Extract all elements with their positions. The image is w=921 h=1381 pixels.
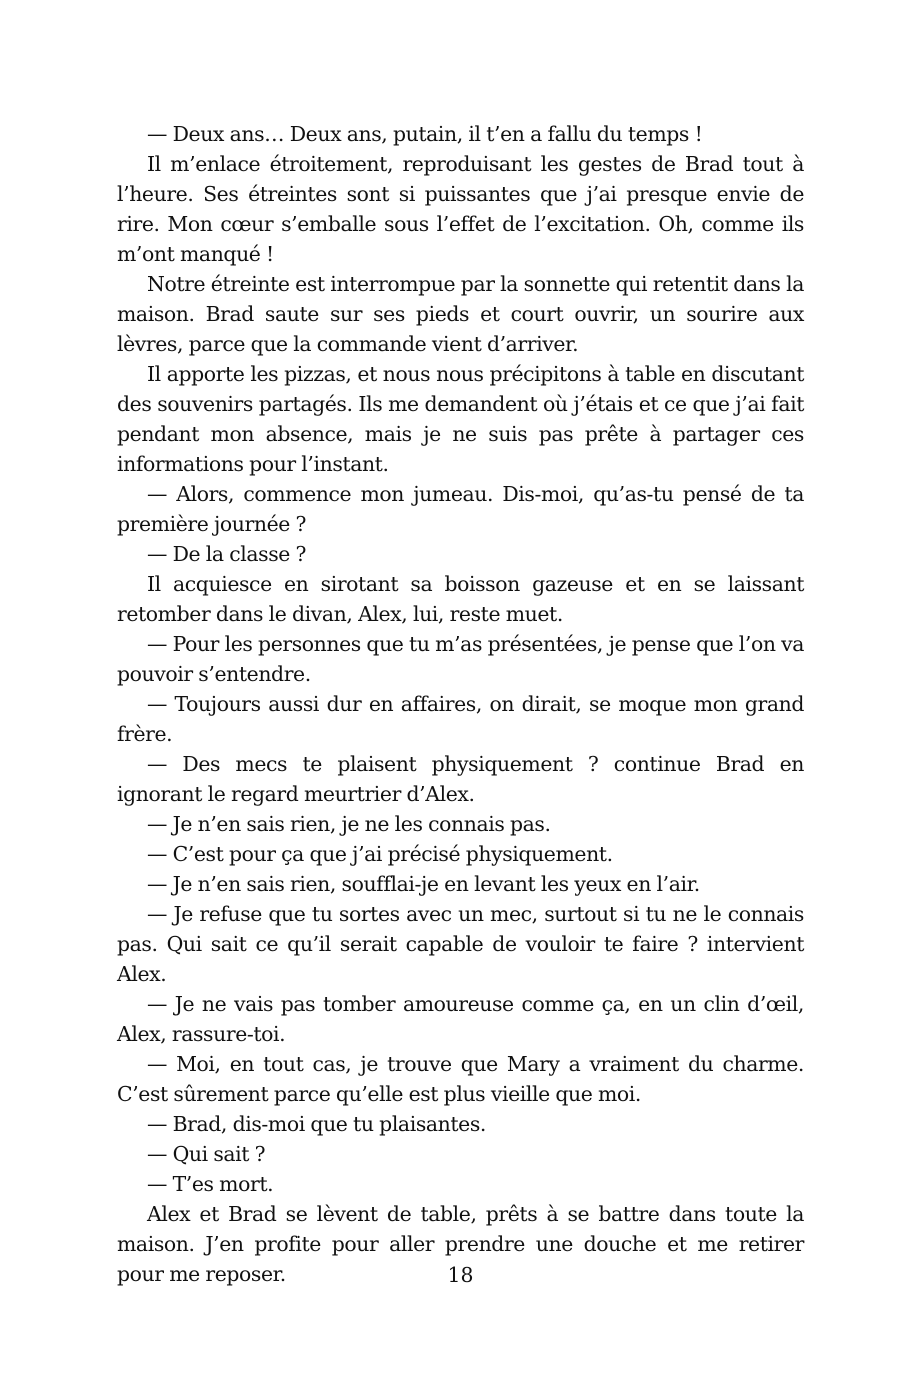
paragraph: — Alors, commence mon jumeau. Dis-moi, qu’as-tu pensé de ta première journée ? bbox=[117, 482, 804, 536]
paragraph: — T’es mort. bbox=[147, 1172, 274, 1196]
paragraph: — Brad, dis-moi que tu plaisantes. bbox=[147, 1112, 486, 1136]
paragraph: Notre étreinte est interrompue par la sonnette qui retentit dans la maison. Brad saute sur ses pieds et court ouvrir, un sourire aux lèvres, parce que la commande vient d’arriver. bbox=[117, 272, 804, 356]
page-number: 18 bbox=[447, 1263, 474, 1287]
page-body bbox=[117, 119, 804, 1289]
paragraph: — Je n’en sais rien, soufflai-je en levant les yeux en l’air. bbox=[147, 872, 700, 896]
paragraph: — Moi, en tout cas, je trouve que Mary a vraiment du charme. C’est sûrement parce qu’elle est plus vieille que moi. bbox=[117, 1052, 804, 1106]
paragraph: Il apporte les pizzas, et nous nous précipitons à table en discutant des souvenirs partagés. Ils me demandent où j’étais et ce que j’ai fait pendant mon absence, mais je ne suis pas prête à partager ces informations pour l’instant. bbox=[117, 362, 804, 476]
paragraph: — Je n’en sais rien, je ne les connais pas. bbox=[147, 812, 551, 836]
paragraph: — Deux ans… Deux ans, putain, il t’en a fallu du temps ! bbox=[147, 122, 703, 146]
paragraph: Alex et Brad se lèvent de table, prêts à se battre dans toute la maison. J’en profite pour aller prendre une douche et me retirer pour me reposer. bbox=[117, 1202, 804, 1286]
paragraph: — Qui sait ? bbox=[147, 1142, 266, 1166]
paragraph: Il m’enlace étroitement, reproduisant les gestes de Brad tout à l’heure. Ses étreintes sont si puissantes que j’ai presque envie de rire. Mon cœur s’emballe sous l’effet de l’excitation. Oh, comme ils m’ont manqué ! bbox=[117, 152, 804, 266]
paragraph: — C’est pour ça que j’ai précisé physiquement. bbox=[147, 842, 613, 866]
paragraph: — De la classe ? bbox=[147, 542, 307, 566]
paragraph: — Toujours aussi dur en affaires, on dirait, se moque mon grand frère. bbox=[117, 692, 804, 746]
paragraph: — Pour les personnes que tu m’as présentées, je pense que l’on va pouvoir s’entendre. bbox=[117, 632, 805, 686]
paragraph: — Des mecs te plaisent physiquement ? continue Brad en ignorant le regard meurtrier d’Alex. bbox=[117, 752, 804, 806]
paragraph: Il acquiesce en sirotant sa boisson gazeuse et en se laissant retomber dans le divan, Alex, lui, reste muet. bbox=[117, 572, 804, 626]
paragraph: — Je refuse que tu sortes avec un mec, surtout si tu ne le connais pas. Qui sait ce qu’il serait capable de vouloir te faire ? intervient Alex. bbox=[117, 902, 804, 986]
paragraph: — Je ne vais pas tomber amoureuse comme ça, en un clin d’œil, Alex, rassure-toi. bbox=[117, 992, 804, 1046]
